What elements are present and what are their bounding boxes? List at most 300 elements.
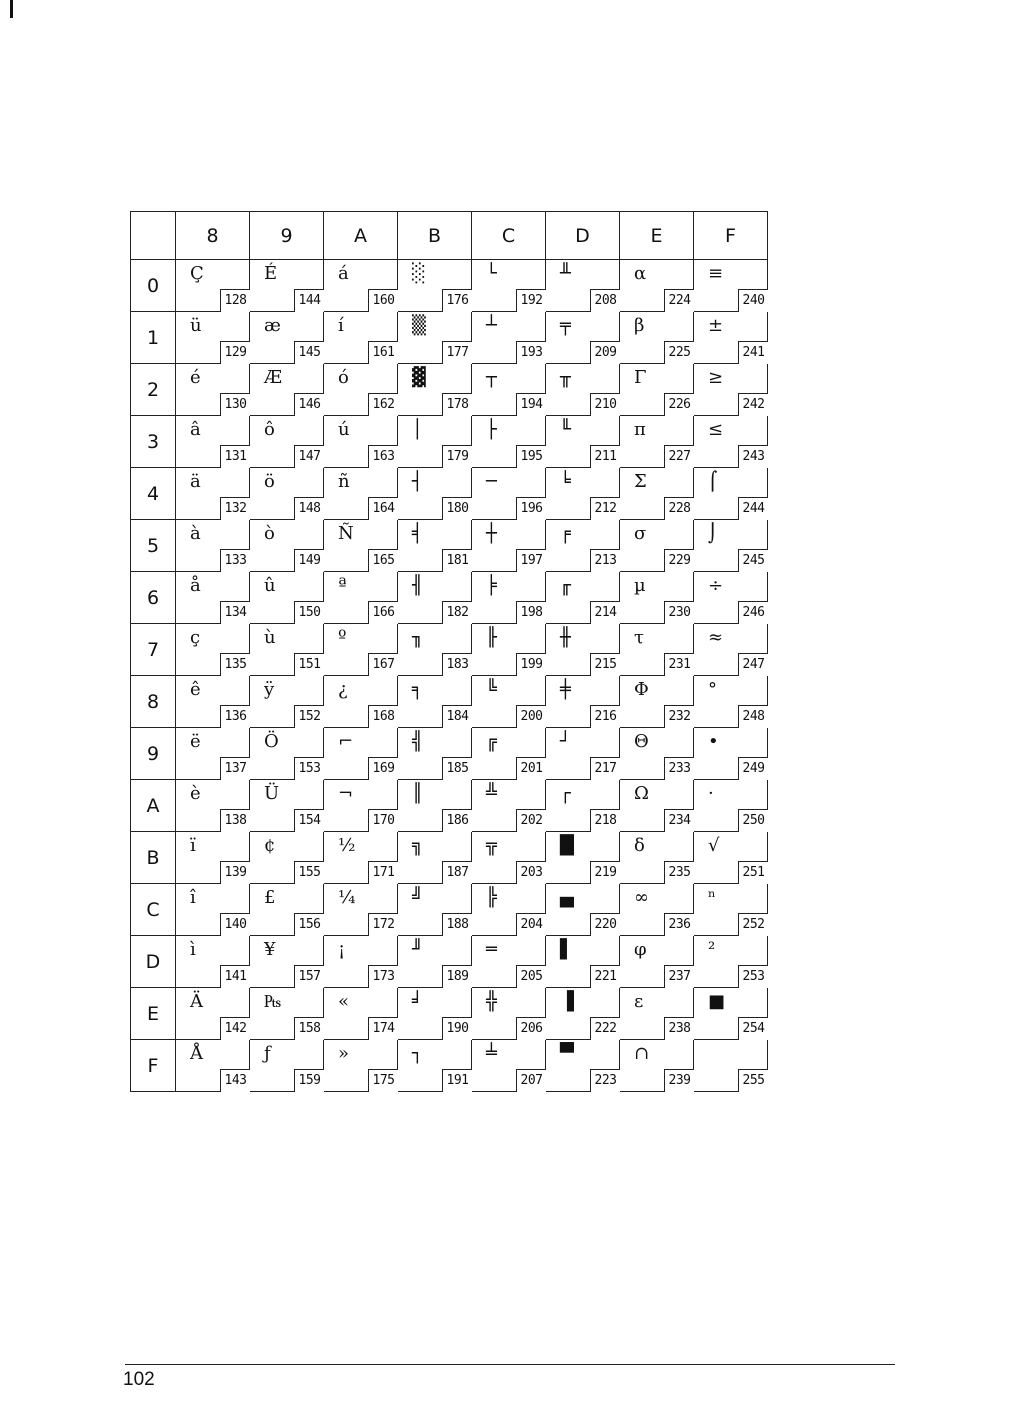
- character-code: 228: [664, 497, 694, 520]
- character-glyph: ╨: [560, 263, 571, 284]
- character-glyph: ╝: [412, 887, 423, 908]
- character-code: 189: [442, 965, 472, 988]
- character-code: 148: [294, 497, 324, 520]
- character-cell: [694, 832, 768, 884]
- character-cell: [694, 364, 768, 416]
- character-cell: [546, 988, 620, 1040]
- character-cell: [620, 624, 694, 676]
- character-code: 168: [368, 705, 398, 728]
- character-glyph: ö: [264, 471, 275, 492]
- character-glyph: Æ: [264, 367, 283, 388]
- character-glyph: ≡: [708, 263, 724, 284]
- character-code: 250: [738, 809, 768, 832]
- character-glyph: ╛: [412, 991, 423, 1012]
- character-code: 183: [442, 653, 472, 676]
- table-row: [131, 572, 768, 624]
- character-code: 141: [220, 965, 250, 988]
- character-cell: [324, 988, 398, 1040]
- character-code: 153: [294, 757, 324, 780]
- table-row: [131, 624, 768, 676]
- character-set-table: [130, 211, 768, 1092]
- character-code: 140: [220, 913, 250, 936]
- character-cell: [176, 260, 250, 312]
- character-glyph: ë: [190, 731, 201, 752]
- character-cell: [546, 1040, 620, 1092]
- character-glyph: ╜: [412, 939, 423, 960]
- character-code: 205: [516, 965, 546, 988]
- character-code: 147: [294, 445, 324, 468]
- character-cell: [250, 1040, 324, 1092]
- character-code: 187: [442, 861, 472, 884]
- character-code: 242: [738, 393, 768, 416]
- character-glyph: ≤: [708, 419, 724, 440]
- character-code: 174: [368, 1017, 398, 1040]
- character-cell: [694, 1040, 768, 1092]
- column-header: D: [546, 212, 620, 260]
- character-cell: [472, 884, 546, 936]
- character-glyph: ╬: [486, 991, 497, 1012]
- character-cell: [176, 728, 250, 780]
- column-header: 9: [250, 212, 324, 260]
- character-cell: [694, 468, 768, 520]
- character-cell: [398, 676, 472, 728]
- table-row: [131, 884, 768, 936]
- character-glyph: ▒: [412, 315, 426, 336]
- character-cell: [398, 832, 472, 884]
- character-glyph: ¢: [264, 835, 276, 856]
- character-glyph: Ö: [264, 731, 279, 752]
- character-glyph: ╠: [486, 887, 497, 908]
- character-code: 211: [590, 445, 620, 468]
- margin-mark: [10, 0, 13, 18]
- character-glyph: è: [190, 783, 201, 804]
- character-glyph: ¬: [338, 783, 354, 804]
- character-cell: [250, 364, 324, 416]
- character-glyph: Å: [190, 1043, 203, 1064]
- character-glyph: │: [412, 419, 423, 440]
- character-glyph: ╓: [560, 575, 571, 596]
- character-code: 214: [590, 601, 620, 624]
- character-code: 160: [368, 289, 398, 312]
- character-glyph: °: [708, 679, 717, 700]
- character-glyph: ┴: [486, 315, 497, 336]
- character-cell: [546, 676, 620, 728]
- character-glyph: ═: [486, 939, 497, 960]
- character-cell: [324, 312, 398, 364]
- character-glyph: ▀: [560, 1043, 574, 1064]
- character-cell: [694, 520, 768, 572]
- character-glyph: ╩: [486, 783, 497, 804]
- table-row: [131, 312, 768, 364]
- character-code: 252: [738, 913, 768, 936]
- character-glyph: ║: [412, 783, 423, 804]
- row-header: A: [131, 780, 176, 832]
- character-glyph: ÷: [708, 575, 724, 596]
- character-cell: [250, 936, 324, 988]
- character-glyph: Σ: [634, 471, 647, 492]
- character-code: 231: [664, 653, 694, 676]
- character-cell: [694, 676, 768, 728]
- character-cell: [472, 988, 546, 1040]
- character-code: 143: [220, 1069, 250, 1092]
- character-code: 163: [368, 445, 398, 468]
- character-glyph: Γ: [634, 367, 647, 388]
- character-glyph: ε: [634, 991, 644, 1012]
- character-cell: [472, 624, 546, 676]
- row-header: F: [131, 1040, 176, 1092]
- character-glyph: ╕: [412, 679, 423, 700]
- character-cell: [472, 364, 546, 416]
- character-code: 210: [590, 393, 620, 416]
- character-code: 223: [590, 1069, 620, 1092]
- character-cell: [324, 1040, 398, 1092]
- character-cell: [546, 832, 620, 884]
- character-code: 176: [442, 289, 472, 312]
- character-code: 129: [220, 341, 250, 364]
- character-code: 131: [220, 445, 250, 468]
- character-glyph: ⌠: [708, 471, 718, 492]
- character-cell: [546, 468, 620, 520]
- character-cell: [694, 936, 768, 988]
- character-code: 139: [220, 861, 250, 884]
- character-code: 241: [738, 341, 768, 364]
- character-cell: [546, 728, 620, 780]
- character-glyph: ¼: [338, 887, 356, 908]
- character-glyph: ₧: [264, 991, 282, 1012]
- character-glyph: ┤: [412, 471, 423, 492]
- character-glyph: ╦: [486, 835, 497, 856]
- character-glyph: δ: [634, 835, 645, 856]
- character-glyph: Ω: [634, 783, 649, 804]
- character-code: 170: [368, 809, 398, 832]
- character-glyph: ⌐: [338, 731, 354, 752]
- character-cell: [398, 468, 472, 520]
- column-header: 8: [176, 212, 250, 260]
- character-code: 212: [590, 497, 620, 520]
- character-glyph: à: [190, 523, 201, 544]
- character-cell: [472, 780, 546, 832]
- character-code: 235: [664, 861, 694, 884]
- character-code: 128: [220, 289, 250, 312]
- table-row: [131, 988, 768, 1040]
- character-glyph: α: [634, 263, 647, 284]
- character-glyph: ½: [338, 835, 356, 856]
- character-cell: [620, 260, 694, 312]
- character-code: 194: [516, 393, 546, 416]
- character-code: 178: [442, 393, 472, 416]
- character-cell: [324, 468, 398, 520]
- character-cell: [620, 832, 694, 884]
- character-code: 155: [294, 861, 324, 884]
- character-code: 162: [368, 393, 398, 416]
- character-cell: [176, 676, 250, 728]
- character-code: 173: [368, 965, 398, 988]
- character-cell: [620, 676, 694, 728]
- character-code: 149: [294, 549, 324, 572]
- row-header: 1: [131, 312, 176, 364]
- column-header: A: [324, 212, 398, 260]
- character-cell: [694, 260, 768, 312]
- character-cell: [250, 572, 324, 624]
- character-code: 251: [738, 861, 768, 884]
- character-cell: [398, 988, 472, 1040]
- character-code: 248: [738, 705, 768, 728]
- character-cell: [250, 260, 324, 312]
- character-glyph: ▌: [560, 939, 574, 960]
- character-cell: [398, 884, 472, 936]
- character-glyph: ≈: [708, 627, 724, 648]
- character-cell: [250, 988, 324, 1040]
- character-glyph: ╤: [560, 315, 571, 336]
- character-glyph: ╧: [486, 1043, 497, 1064]
- character-glyph: »: [338, 1043, 350, 1064]
- character-code: 236: [664, 913, 694, 936]
- character-glyph: Θ: [634, 731, 649, 752]
- character-glyph: ï: [190, 835, 196, 856]
- character-code: 215: [590, 653, 620, 676]
- character-code: 146: [294, 393, 324, 416]
- character-code: 158: [294, 1017, 324, 1040]
- character-glyph: π: [634, 419, 646, 440]
- character-cell: [694, 624, 768, 676]
- character-glyph: Φ: [634, 679, 649, 700]
- character-code: 134: [220, 601, 250, 624]
- character-glyph: φ: [634, 939, 647, 960]
- character-cell: [324, 416, 398, 468]
- character-cell: [324, 936, 398, 988]
- character-glyph: ╢: [412, 575, 423, 596]
- character-cell: [472, 936, 546, 988]
- character-glyph: ∞: [634, 887, 649, 908]
- character-code: 253: [738, 965, 768, 988]
- character-code: 237: [664, 965, 694, 988]
- character-code: 195: [516, 445, 546, 468]
- character-code: 182: [442, 601, 472, 624]
- character-cell: [472, 572, 546, 624]
- table-row: [131, 676, 768, 728]
- table-row: [131, 468, 768, 520]
- character-code: 179: [442, 445, 472, 468]
- character-code: 233: [664, 757, 694, 780]
- row-header: 4: [131, 468, 176, 520]
- character-code: 177: [442, 341, 472, 364]
- character-cell: [620, 468, 694, 520]
- character-cell: [250, 780, 324, 832]
- character-code: 132: [220, 497, 250, 520]
- character-cell: [176, 988, 250, 1040]
- character-code: 151: [294, 653, 324, 676]
- character-code: 199: [516, 653, 546, 676]
- character-glyph: └: [486, 263, 497, 284]
- character-code: 185: [442, 757, 472, 780]
- character-code: 247: [738, 653, 768, 676]
- character-glyph: ò: [264, 523, 275, 544]
- character-cell: [324, 676, 398, 728]
- character-code: 249: [738, 757, 768, 780]
- character-glyph: ╥: [560, 367, 571, 388]
- character-glyph: ç: [190, 627, 201, 648]
- character-cell: [176, 832, 250, 884]
- character-cell: [620, 988, 694, 1040]
- character-code: 230: [664, 601, 694, 624]
- character-cell: [694, 728, 768, 780]
- character-cell: [398, 936, 472, 988]
- character-cell: [398, 416, 472, 468]
- character-cell: [472, 520, 546, 572]
- character-code: 213: [590, 549, 620, 572]
- character-glyph: ┐: [412, 1043, 423, 1064]
- character-cell: [546, 936, 620, 988]
- character-cell: [176, 624, 250, 676]
- row-header: D: [131, 936, 176, 988]
- character-cell: [620, 520, 694, 572]
- character-code: 180: [442, 497, 472, 520]
- character-cell: [250, 520, 324, 572]
- character-code: 221: [590, 965, 620, 988]
- row-header: 7: [131, 624, 176, 676]
- character-cell: [620, 312, 694, 364]
- character-code: 226: [664, 393, 694, 416]
- row-header: 6: [131, 572, 176, 624]
- character-glyph: ┼: [486, 523, 497, 544]
- character-cell: [250, 884, 324, 936]
- character-cell: [472, 728, 546, 780]
- character-glyph: ⌡: [708, 523, 718, 544]
- character-code: 136: [220, 705, 250, 728]
- character-code: 232: [664, 705, 694, 728]
- character-code: 144: [294, 289, 324, 312]
- character-code: 166: [368, 601, 398, 624]
- character-code: 191: [442, 1069, 472, 1092]
- character-code: 220: [590, 913, 620, 936]
- character-code: 156: [294, 913, 324, 936]
- character-glyph: ┬: [486, 367, 497, 388]
- character-cell: [620, 884, 694, 936]
- character-glyph: ¡: [338, 939, 346, 960]
- character-cell: [398, 624, 472, 676]
- character-cell: [176, 1040, 250, 1092]
- character-cell: [694, 312, 768, 364]
- character-cell: [472, 416, 546, 468]
- character-glyph: Ç: [190, 263, 204, 284]
- character-glyph: ╟: [486, 627, 497, 648]
- footer-rule: [125, 1364, 895, 1365]
- character-glyph: ┌: [560, 783, 571, 804]
- character-glyph: ╗: [412, 835, 423, 856]
- character-code: 190: [442, 1017, 472, 1040]
- character-code: 200: [516, 705, 546, 728]
- character-cell: [250, 624, 324, 676]
- character-code: 239: [664, 1069, 694, 1092]
- character-cell: [398, 520, 472, 572]
- character-code: 135: [220, 653, 250, 676]
- row-header: C: [131, 884, 176, 936]
- character-glyph: ╖: [412, 627, 423, 648]
- character-cell: [694, 416, 768, 468]
- row-header: 0: [131, 260, 176, 312]
- corner-cell: [131, 212, 176, 260]
- character-code: 159: [294, 1069, 324, 1092]
- character-cell: [250, 312, 324, 364]
- row-header: 9: [131, 728, 176, 780]
- character-glyph: ¥: [264, 939, 276, 960]
- character-cell: [324, 780, 398, 832]
- character-cell: [472, 1040, 546, 1092]
- character-cell: [176, 780, 250, 832]
- character-code: 198: [516, 601, 546, 624]
- character-glyph: ╣: [412, 731, 423, 752]
- character-glyph: É: [264, 263, 278, 284]
- table-row: [131, 364, 768, 416]
- character-cell: [546, 884, 620, 936]
- character-code: 157: [294, 965, 324, 988]
- character-code: 206: [516, 1017, 546, 1040]
- character-glyph: ±: [708, 315, 724, 336]
- character-glyph: ■: [708, 991, 726, 1012]
- table-row: [131, 780, 768, 832]
- character-cell: [620, 416, 694, 468]
- table-row: [131, 260, 768, 312]
- character-code: 244: [738, 497, 768, 520]
- character-glyph: á: [338, 263, 349, 284]
- character-cell: [472, 832, 546, 884]
- character-cell: [324, 520, 398, 572]
- character-glyph: â: [190, 419, 201, 440]
- character-glyph: º: [338, 627, 347, 648]
- character-cell: [620, 780, 694, 832]
- character-table-container: [130, 211, 768, 1092]
- character-glyph: ░: [412, 263, 426, 284]
- character-code: 137: [220, 757, 250, 780]
- column-header: F: [694, 212, 768, 260]
- row-header: 3: [131, 416, 176, 468]
- character-glyph: ├: [486, 419, 497, 440]
- character-cell: [324, 832, 398, 884]
- character-code: 164: [368, 497, 398, 520]
- table-row: [131, 1040, 768, 1092]
- character-cell: [620, 1040, 694, 1092]
- character-code: 254: [738, 1017, 768, 1040]
- character-cell: [694, 780, 768, 832]
- character-code: 193: [516, 341, 546, 364]
- character-glyph: Ñ: [338, 523, 354, 544]
- character-cell: [250, 728, 324, 780]
- character-cell: [176, 520, 250, 572]
- character-cell: [620, 936, 694, 988]
- character-glyph: ñ: [338, 471, 350, 492]
- character-glyph: ì: [190, 939, 196, 960]
- character-code: 172: [368, 913, 398, 936]
- character-code: 222: [590, 1017, 620, 1040]
- character-glyph: ┘: [560, 731, 571, 752]
- character-glyph: ≥: [708, 367, 724, 388]
- character-cell: [176, 572, 250, 624]
- character-glyph: µ: [634, 575, 646, 596]
- character-cell: [546, 572, 620, 624]
- character-cell: [324, 572, 398, 624]
- character-cell: [546, 364, 620, 416]
- character-glyph: ╪: [560, 679, 571, 700]
- character-cell: [472, 312, 546, 364]
- character-glyph: ª: [338, 575, 347, 596]
- character-glyph: ▄: [560, 887, 574, 908]
- character-glyph: β: [634, 315, 645, 336]
- character-code: 161: [368, 341, 398, 364]
- character-glyph: ü: [190, 315, 202, 336]
- character-glyph: å: [190, 575, 201, 596]
- character-glyph: í: [338, 315, 344, 336]
- character-glyph: ⁿ: [708, 887, 716, 908]
